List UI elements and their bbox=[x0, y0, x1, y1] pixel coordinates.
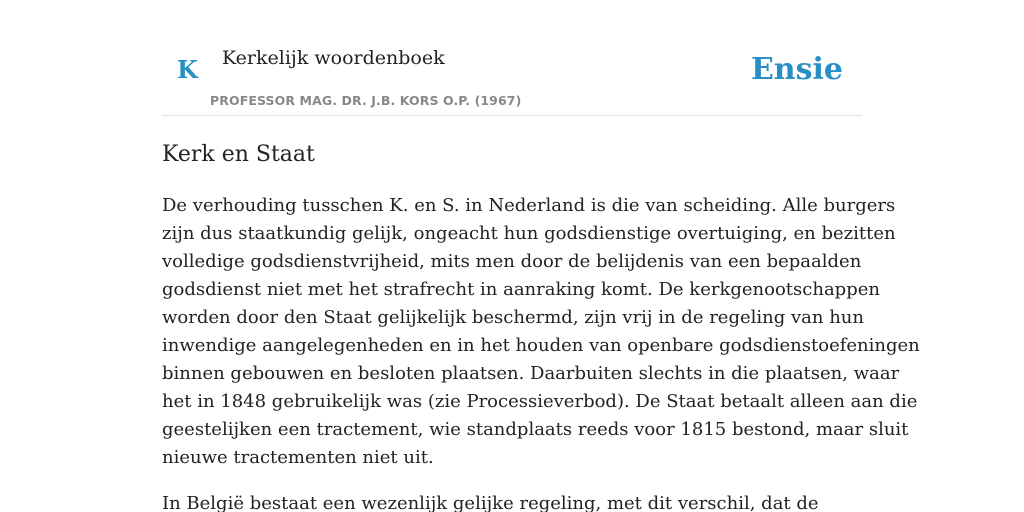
text-line: volledige godsdienstvrijheid, mits men door de belijdenis van een bepaalden bbox=[162, 251, 862, 272]
text-line: De verhouding tusschen K. en S. in Nederland is die van scheiding. Alle burgers bbox=[162, 195, 896, 216]
book-author: PROFESSOR MAG. DR. J.B. KORS O.P. (1967) bbox=[210, 93, 522, 108]
text-line: zijn dus staatkundig gelijk, ongeacht hun godsdienstige overtuiging, en bezitten bbox=[162, 223, 896, 244]
header bbox=[162, 0, 862, 116]
text-line: nieuwe tractementen niet uit. bbox=[162, 447, 434, 468]
entry-body bbox=[162, 192, 920, 512]
text-line: geestelijken een tractement, wie standplaats reeds voor 1815 bestond, maar sluit bbox=[162, 419, 909, 440]
text-line: godsdienst niet met het strafrecht in aanraking komt. De kerkgenootschappen bbox=[162, 279, 880, 300]
book-title[interactable]: Kerkelijk woordenboek bbox=[222, 47, 445, 69]
text-line: In België bestaat een wezenlijk gelijke regeling, met dit verschil, dat de bbox=[162, 493, 819, 512]
text-line: inwendige aangelegenheden en in het houden van openbare godsdienstoefeningen bbox=[162, 335, 920, 356]
text-line: binnen gebouwen en besloten plaatsen. Daarbuiten slechts in die plaatsen, waar bbox=[162, 363, 900, 384]
paragraph bbox=[162, 490, 872, 512]
book-logo[interactable]: K bbox=[177, 55, 198, 84]
entry-title: Kerk en Staat bbox=[162, 142, 315, 167]
text-line: worden door den Staat gelijkelijk beschermd, zijn vrij in de regeling van hun bbox=[162, 307, 864, 328]
text-line: het in 1848 gebruikelijk was (zie Processieverbod). De Staat betaalt alleen aan die bbox=[162, 391, 918, 412]
brand-logo[interactable]: Ensie bbox=[750, 52, 843, 87]
paragraph bbox=[162, 192, 920, 472]
